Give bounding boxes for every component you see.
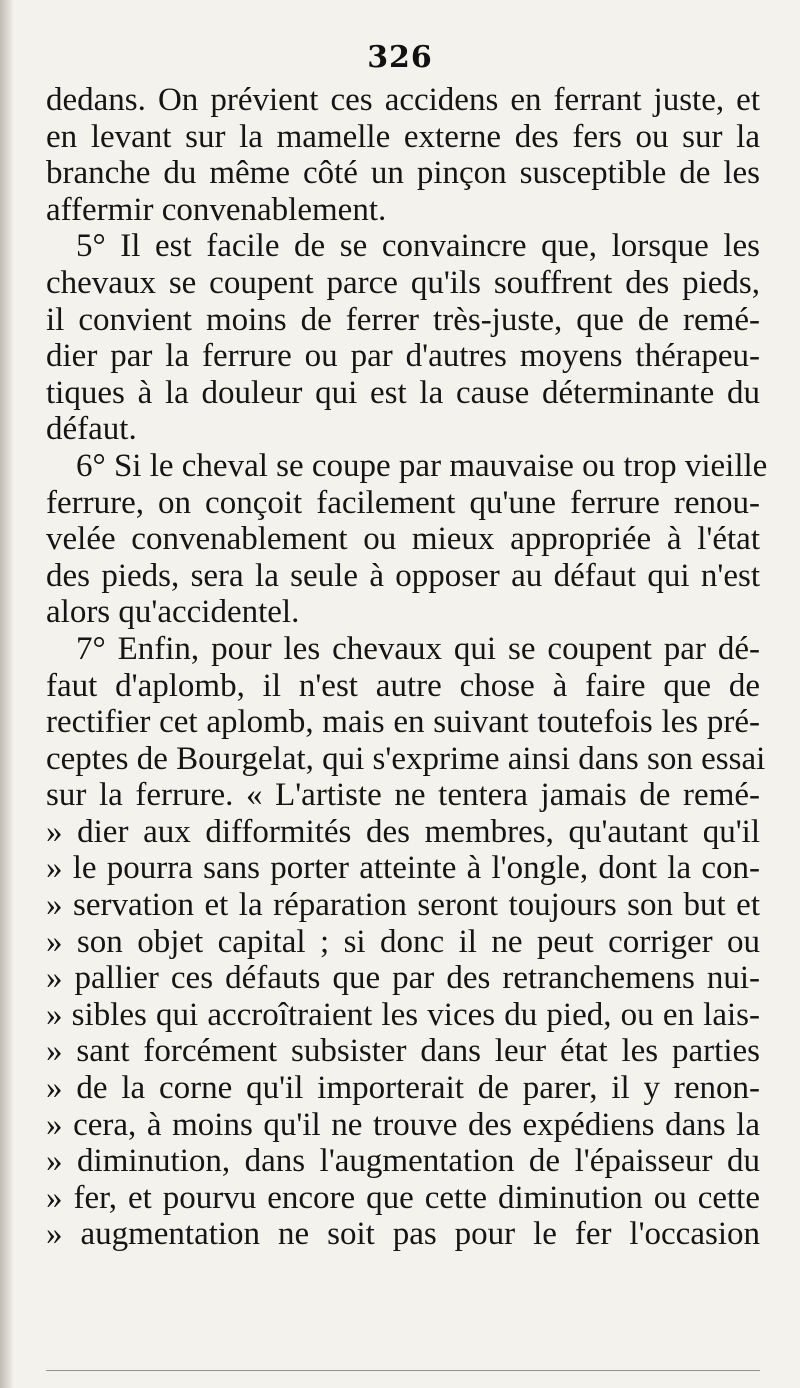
text-line: il convient moins de ferrer très-juste, que de remé- [46, 301, 760, 338]
text-line: ferrure, on conçoit facilement qu'une ferrure renou- [46, 484, 760, 521]
text-line: affermir convenablement. [46, 191, 387, 228]
text-line: branche du même côté un pinçon susceptible de les [46, 155, 760, 192]
text-line: défaut. [46, 411, 137, 448]
quote-line: » le pourra sans porter atteinte à l'ongle, dont la con- [46, 850, 760, 887]
quote-line: » dier aux difformités des membres, qu'autant qu'il [46, 813, 760, 850]
page-number: 326 [367, 40, 433, 75]
paragraph-start-5: 5° Il est facile de se convaincre que, lorsque les [76, 228, 760, 265]
quote-line: » sibles qui accroîtraient les vices du pied, ou en lais- [46, 996, 760, 1033]
text-line: rectifier cet aplomb, mais en suivant toutefois les pré- [46, 704, 760, 741]
quote-line: » son objet capital ; si donc il ne peut corriger ou [46, 923, 760, 960]
text-line: dedans. On prévient ces accidens en ferrant juste, et [46, 82, 760, 118]
text-line: faut d'aplomb, il n'est autre chose à faire que de [46, 667, 760, 704]
paragraph-start-7: 7° Enfin, pour les chevaux qui se coupent par dé- [76, 630, 760, 667]
quote-line: » augmentation ne soit pas pour le fer l'occasion [46, 1216, 760, 1253]
quote-line: » de la corne qu'il importerait de parer, il y renon- [46, 1070, 760, 1107]
text-line: sur la ferrure. « L'artiste ne tentera jamais de remé- [46, 777, 760, 814]
quote-line: » cera, à moins qu'il ne trouve des expédiens dans la [46, 1106, 760, 1143]
quote-line: » diminution, dans l'augmentation de l'épaisseur du [46, 1143, 760, 1180]
quote-line: » pallier ces défauts que par des retranchemens nui- [46, 960, 760, 997]
text-line: velée convenablement ou mieux appropriée à l'état [46, 521, 760, 558]
quote-line: » servation et la réparation seront toujours son but et [46, 887, 760, 924]
text-line: des pieds, sera la seule à opposer au défaut qui n'est [46, 557, 760, 594]
paragraph-start-6: 6° Si le cheval se coupe par mauvaise ou trop vieille [76, 447, 768, 484]
quote-line: » sant forcément subsister dans leur état les parties [46, 1033, 760, 1070]
text-line: chevaux se coupent parce qu'ils souffrent des pieds, [46, 264, 760, 301]
text-line: alors qu'accidentel. [46, 594, 300, 631]
bottom-divider [46, 1370, 760, 1371]
body-text [46, 82, 768, 1253]
text-line: tiques à la douleur qui est la cause déterminante du [46, 374, 760, 411]
quote-line: » fer, et pourvu encore que cette diminution ou cette [46, 1179, 760, 1216]
text-line: ceptes de Bourgelat, qui s'exprime ainsi dans son essai [46, 740, 766, 777]
text-line: en levant sur la mamelle externe des fers ou sur la [46, 118, 760, 155]
text-line: dier par la ferrure ou par d'autres moyens thérapeu- [46, 338, 760, 375]
page-binding-shadow [0, 0, 14, 1388]
